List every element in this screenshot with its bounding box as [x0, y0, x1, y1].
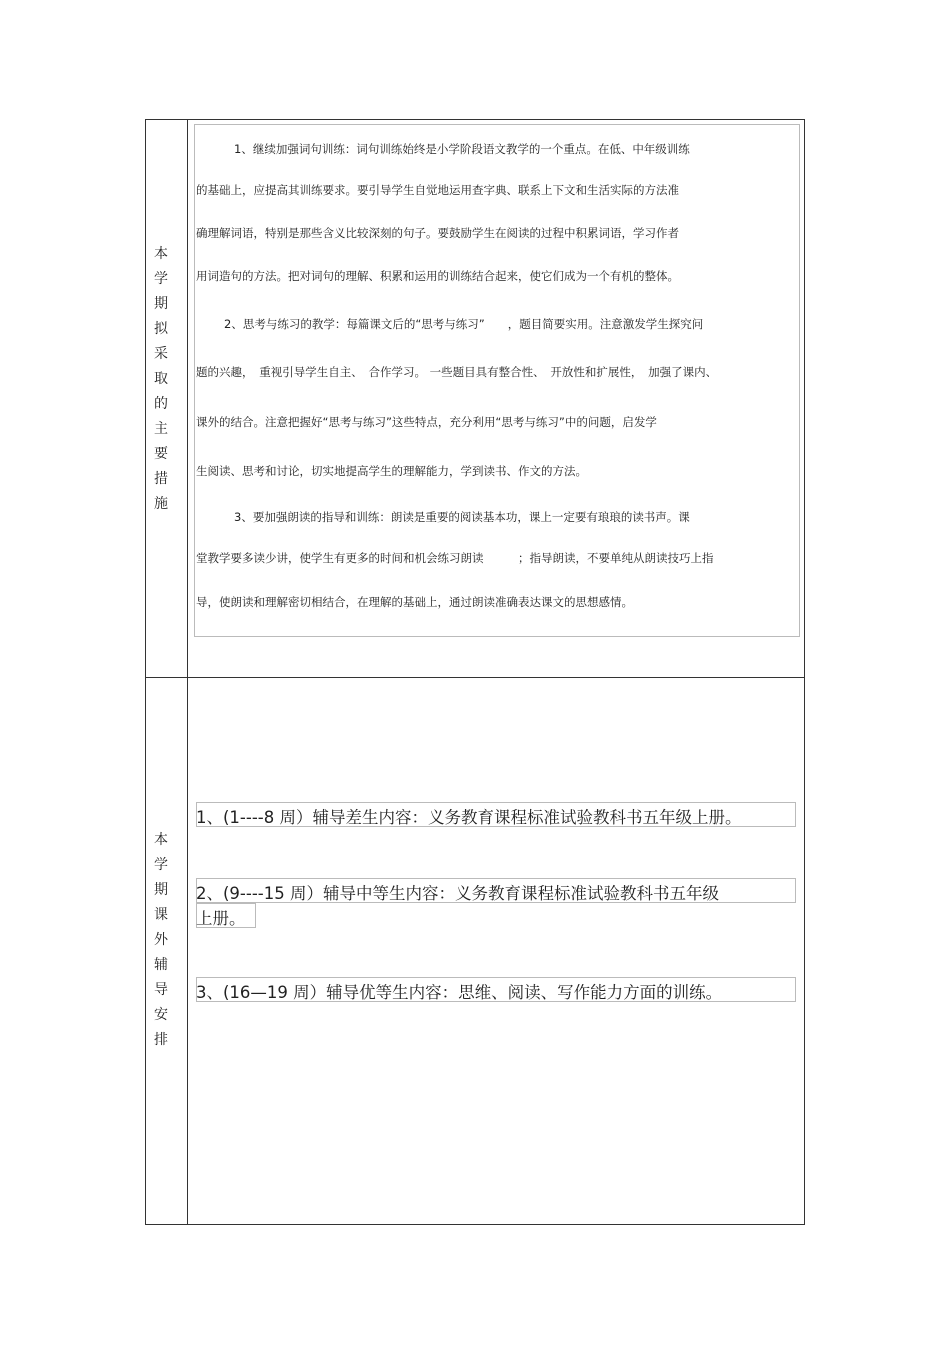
label-char: 采 [154, 346, 168, 362]
tutoring-row [145, 677, 805, 1225]
label-char: 期 [154, 296, 168, 312]
label-char: 排 [154, 1032, 168, 1048]
label-char: 学 [154, 271, 168, 287]
label-char: 本 [154, 832, 168, 848]
paragraph-line: 3、要加强朗读的指导和训练：朗读是重要的阅读基本功，课上一定要有琅琅的读书声。课 [234, 510, 690, 524]
label-char: 的 [154, 396, 168, 412]
column-divider [187, 678, 188, 1224]
label-char: 本 [154, 246, 168, 262]
label-char: 拟 [154, 321, 168, 337]
label-char: 安 [154, 1007, 168, 1023]
schedule-item: 3、(16—19 周）辅导优等生内容：思维、阅读、写作能力方面的训练。 [196, 983, 723, 1002]
measures-row [145, 119, 805, 678]
label-char: 要 [154, 446, 168, 462]
paragraph-line: 用词造句的方法。把对词句的理解、积累和运用的训练结合起来，使它们成为一个有机的整体。 [196, 269, 679, 283]
paragraph-line: 课外的结合。注意把握好“思考与练习”这些特点，充分利用“思考与练习”中的问题，启发学 [196, 415, 657, 429]
label-char: 措 [154, 471, 168, 487]
paragraph-line: 2、思考与练习的教学：每篇课文后的“思考与练习” ，题目简要实用。注意激发学生探究问 [224, 317, 704, 331]
schedule-item: 1、(1----8 周）辅导差生内容：义务教育课程标准试验教科书五年级上册。 [196, 808, 742, 827]
measures-label [146, 242, 176, 517]
column-divider [187, 120, 188, 677]
label-char: 课 [154, 907, 168, 923]
label-char: 辅 [154, 957, 168, 973]
label-char: 取 [154, 371, 168, 387]
paragraph-line: 确理解词语，特别是那些含义比较深刻的句子。要鼓励学生在阅读的过程中积累词语，学习作者 [196, 226, 679, 240]
paragraph-line: 的基础上，应提高其训练要求。要引导学生自觉地运用查字典、联系上下文和生活实际的方法准 [196, 183, 679, 197]
schedule-item: 上册。 [196, 909, 246, 928]
paragraph-line: 堂教学要多读少讲，使学生有更多的时间和机会练习朗读 ；指导朗读，不要单纯从朗读技巧上指 [196, 551, 714, 565]
paragraph-line: 导，使朗读和理解密切相结合，在理解的基础上，通过朗读准确表达课文的思想感情。 [196, 595, 633, 609]
paragraph-line: 1、继续加强词句训练：词句训练始终是小学阶段语文教学的一个重点。在低、中年级训练 [234, 142, 690, 156]
tutoring-label [146, 828, 176, 1053]
paragraph-line: 生阅读、思考和讨论，切实地提高学生的理解能力，学到读书、作文的方法。 [196, 464, 587, 478]
label-char: 外 [154, 932, 168, 948]
label-char: 主 [154, 421, 168, 437]
label-char: 导 [154, 982, 168, 998]
label-char: 施 [154, 496, 168, 512]
schedule-item: 2、(9----15 周）辅导中等生内容：义务教育课程标准试验教科书五年级 [196, 884, 719, 903]
paragraph-line: 题的兴趣， 重视引导学生自主、 合作学习。 一些题目具有整合性、 开放性和扩展性， 加强了课内、 [196, 365, 718, 379]
label-char: 期 [154, 882, 168, 898]
label-char: 学 [154, 857, 168, 873]
